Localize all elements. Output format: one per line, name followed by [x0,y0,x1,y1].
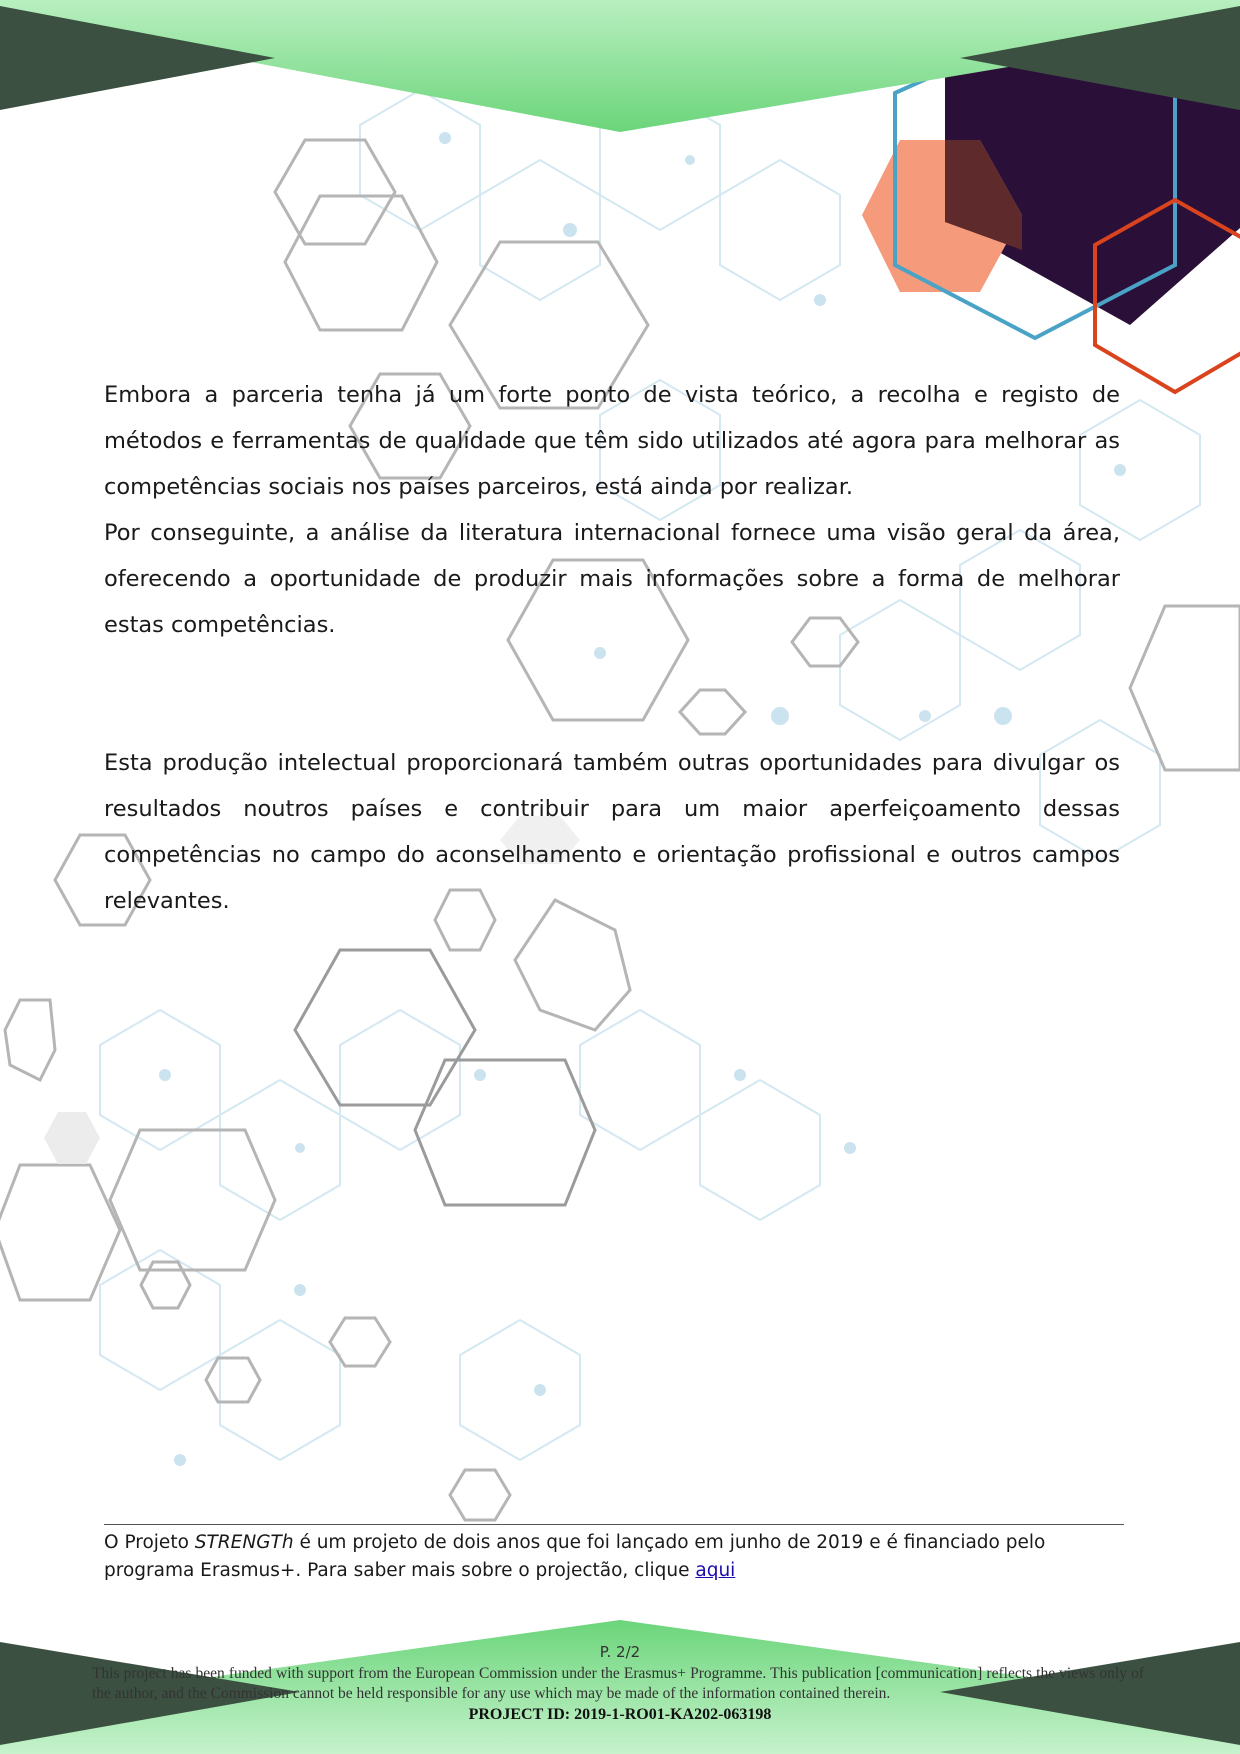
footnote [104,1524,1124,1585]
project-id: PROJECT ID: 2019-1-RO01-KA202-063198 [468,1706,772,1723]
footnote-project-name: STRENGTh [194,1532,294,1553]
body-text-block-1 [104,372,1120,648]
body-paragraph-2: Por conseguinte, a análise da literatura internacional fornece uma visão geral da área, oferecendo a oportunidade de produzir mais informações sobre a forma de melhorar estas competências. [104,520,1120,638]
grey-filled-hexagon [44,1112,100,1164]
body-paragraph-3: Esta produção intelectual proporcionará também outras oportunidades para divulgar os resultados noutros países e contribuir para um maior aperfeiçoamento dessas competências no campo do aconselhamento e orientação profissional e outros campos relevantes. [104,750,1120,914]
page-number: P. 2/2 [599,1643,641,1661]
footnote-text: é um projeto de dois anos que foi lançado em junho de 2019 e é financiado pelo programa Erasmus+. Para saber mais sobre o projectão, clique [104,1532,1046,1581]
body-paragraph-1: Embora a parceria tenha já um forte ponto de vista teórico, a recolha e registo de métodos e ferramentas de qualidade que têm sido utilizados até agora para melhorar as competências sociais nos países parceiros, está ainda por realizar. [104,382,1120,500]
body-text-block-2 [104,740,1120,924]
footnote-link[interactable]: aqui [695,1560,736,1581]
funding-disclaimer: This project has been funded with support from the European Commission under the Erasmus+ Programme. This publication [communication] reflects the views only of the author, and the Commission cannot be held responsible for any use which may be made of the information contained therein. [92,1665,1144,1702]
footnote-prefix: O Projeto [104,1532,195,1553]
